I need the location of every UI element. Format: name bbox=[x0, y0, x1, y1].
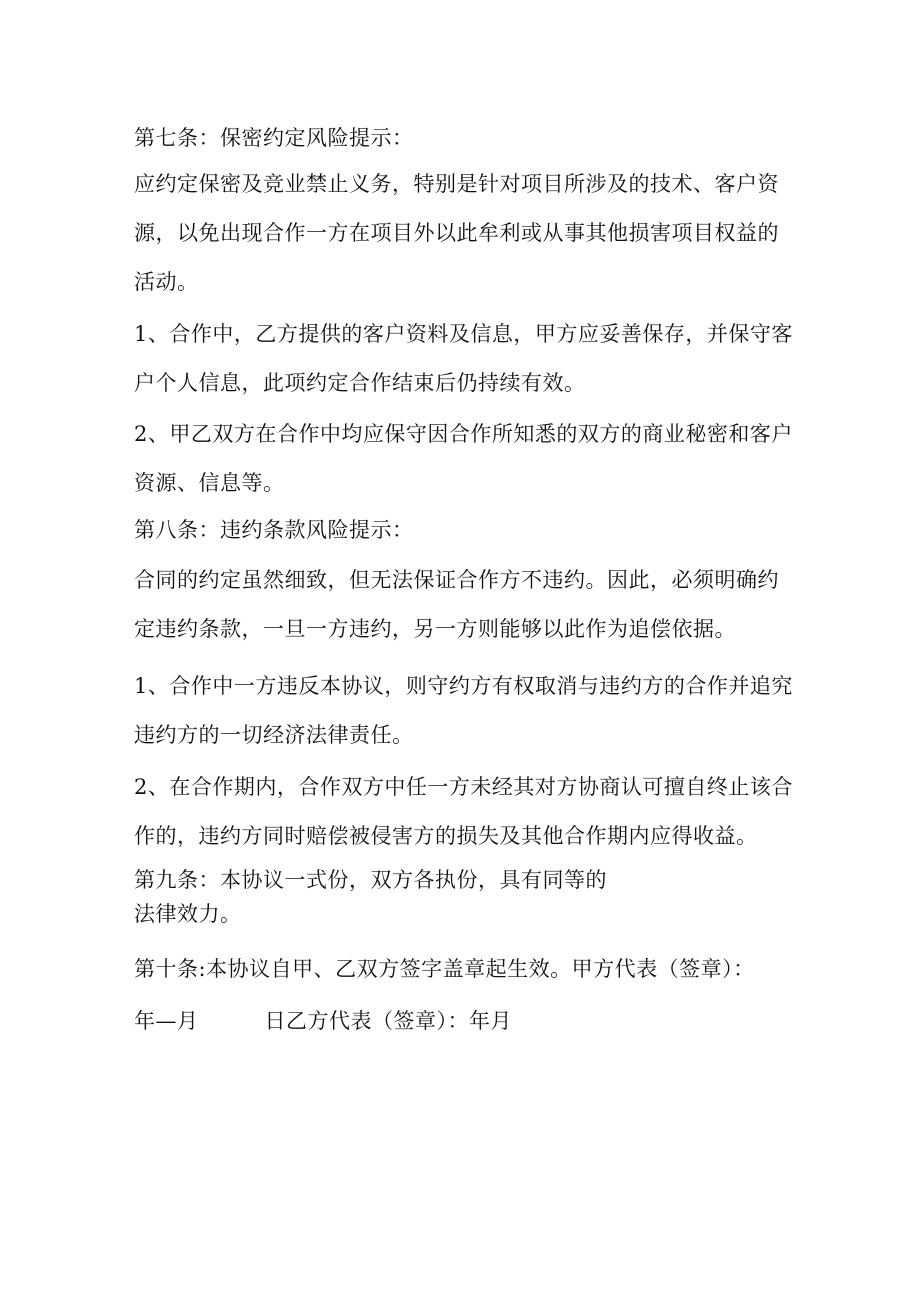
section7-title: 第七条：保密约定风险提示： bbox=[134, 126, 414, 150]
signature-line bbox=[134, 1005, 798, 1035]
section8-body-line: 合同的约定虽然细致，但无法保证合作方不违约。因此，必须明确约 bbox=[134, 568, 779, 592]
section8-item2-line: 作的，违约方同时赔偿被侵害方的损失及其他合作期内应得收益。 bbox=[134, 824, 758, 848]
section8-item1-line: 违约方的一切经济法律责任。 bbox=[134, 723, 414, 747]
signature-party-b: 日乙方代表（签章）：年月 bbox=[264, 1009, 512, 1033]
section8-body-line: 定违约条款，一旦一方违约，另一方则能够以此作为追偿依据。 bbox=[134, 617, 736, 641]
section7-body-line: 源，以免出现合作一方在项目外以此牟利或从事其他损害项目权益的 bbox=[134, 221, 779, 245]
section10: 第十条:本协议自甲、乙双方签字盖章起生效。甲方代表（签章）： bbox=[134, 957, 755, 981]
document-content bbox=[134, 122, 798, 1035]
section9-line: 第九条：本协议一式份，双方各执份，具有同等的 bbox=[134, 868, 607, 892]
section7-item1-line: 1、合作中，乙方提供的客户资料及信息，甲方应妥善保存，并保守客 bbox=[134, 322, 793, 346]
section8-item2 bbox=[134, 763, 798, 861]
section7-body bbox=[134, 160, 798, 307]
section7-item1-line: 户个人信息，此项约定合作结束后仍持续有效。 bbox=[134, 371, 586, 395]
section8-item1-line: 1、合作中一方违反本协议，则守约方有权取消与违约方的合作并追究 bbox=[134, 674, 793, 698]
section7-body-line: 应约定保密及竞业禁止义务，特别是针对项目所涉及的技术、客户资 bbox=[134, 172, 779, 196]
section8-item1 bbox=[134, 662, 798, 760]
section9-line: 法律效力。 bbox=[134, 902, 242, 926]
section7-body-line: 活动。 bbox=[134, 270, 199, 294]
section8-title: 第八条：违约条款风险提示： bbox=[134, 518, 414, 542]
section8-item2-line: 2、在合作期内，合作双方中任一方未经其对方协商认可擅自终止该合 bbox=[134, 775, 793, 799]
section7-item2-line: 资源、信息等。 bbox=[134, 471, 285, 495]
section9 bbox=[134, 863, 798, 931]
section8-body bbox=[134, 556, 798, 654]
signature-date-left: 年—月 bbox=[134, 1009, 199, 1033]
section7-item2 bbox=[134, 410, 798, 508]
section7-item2-line: 2、甲乙双方在合作中均应保守因合作所知悉的双方的商业秘密和客户 bbox=[134, 422, 793, 446]
section7-item1 bbox=[134, 310, 798, 408]
